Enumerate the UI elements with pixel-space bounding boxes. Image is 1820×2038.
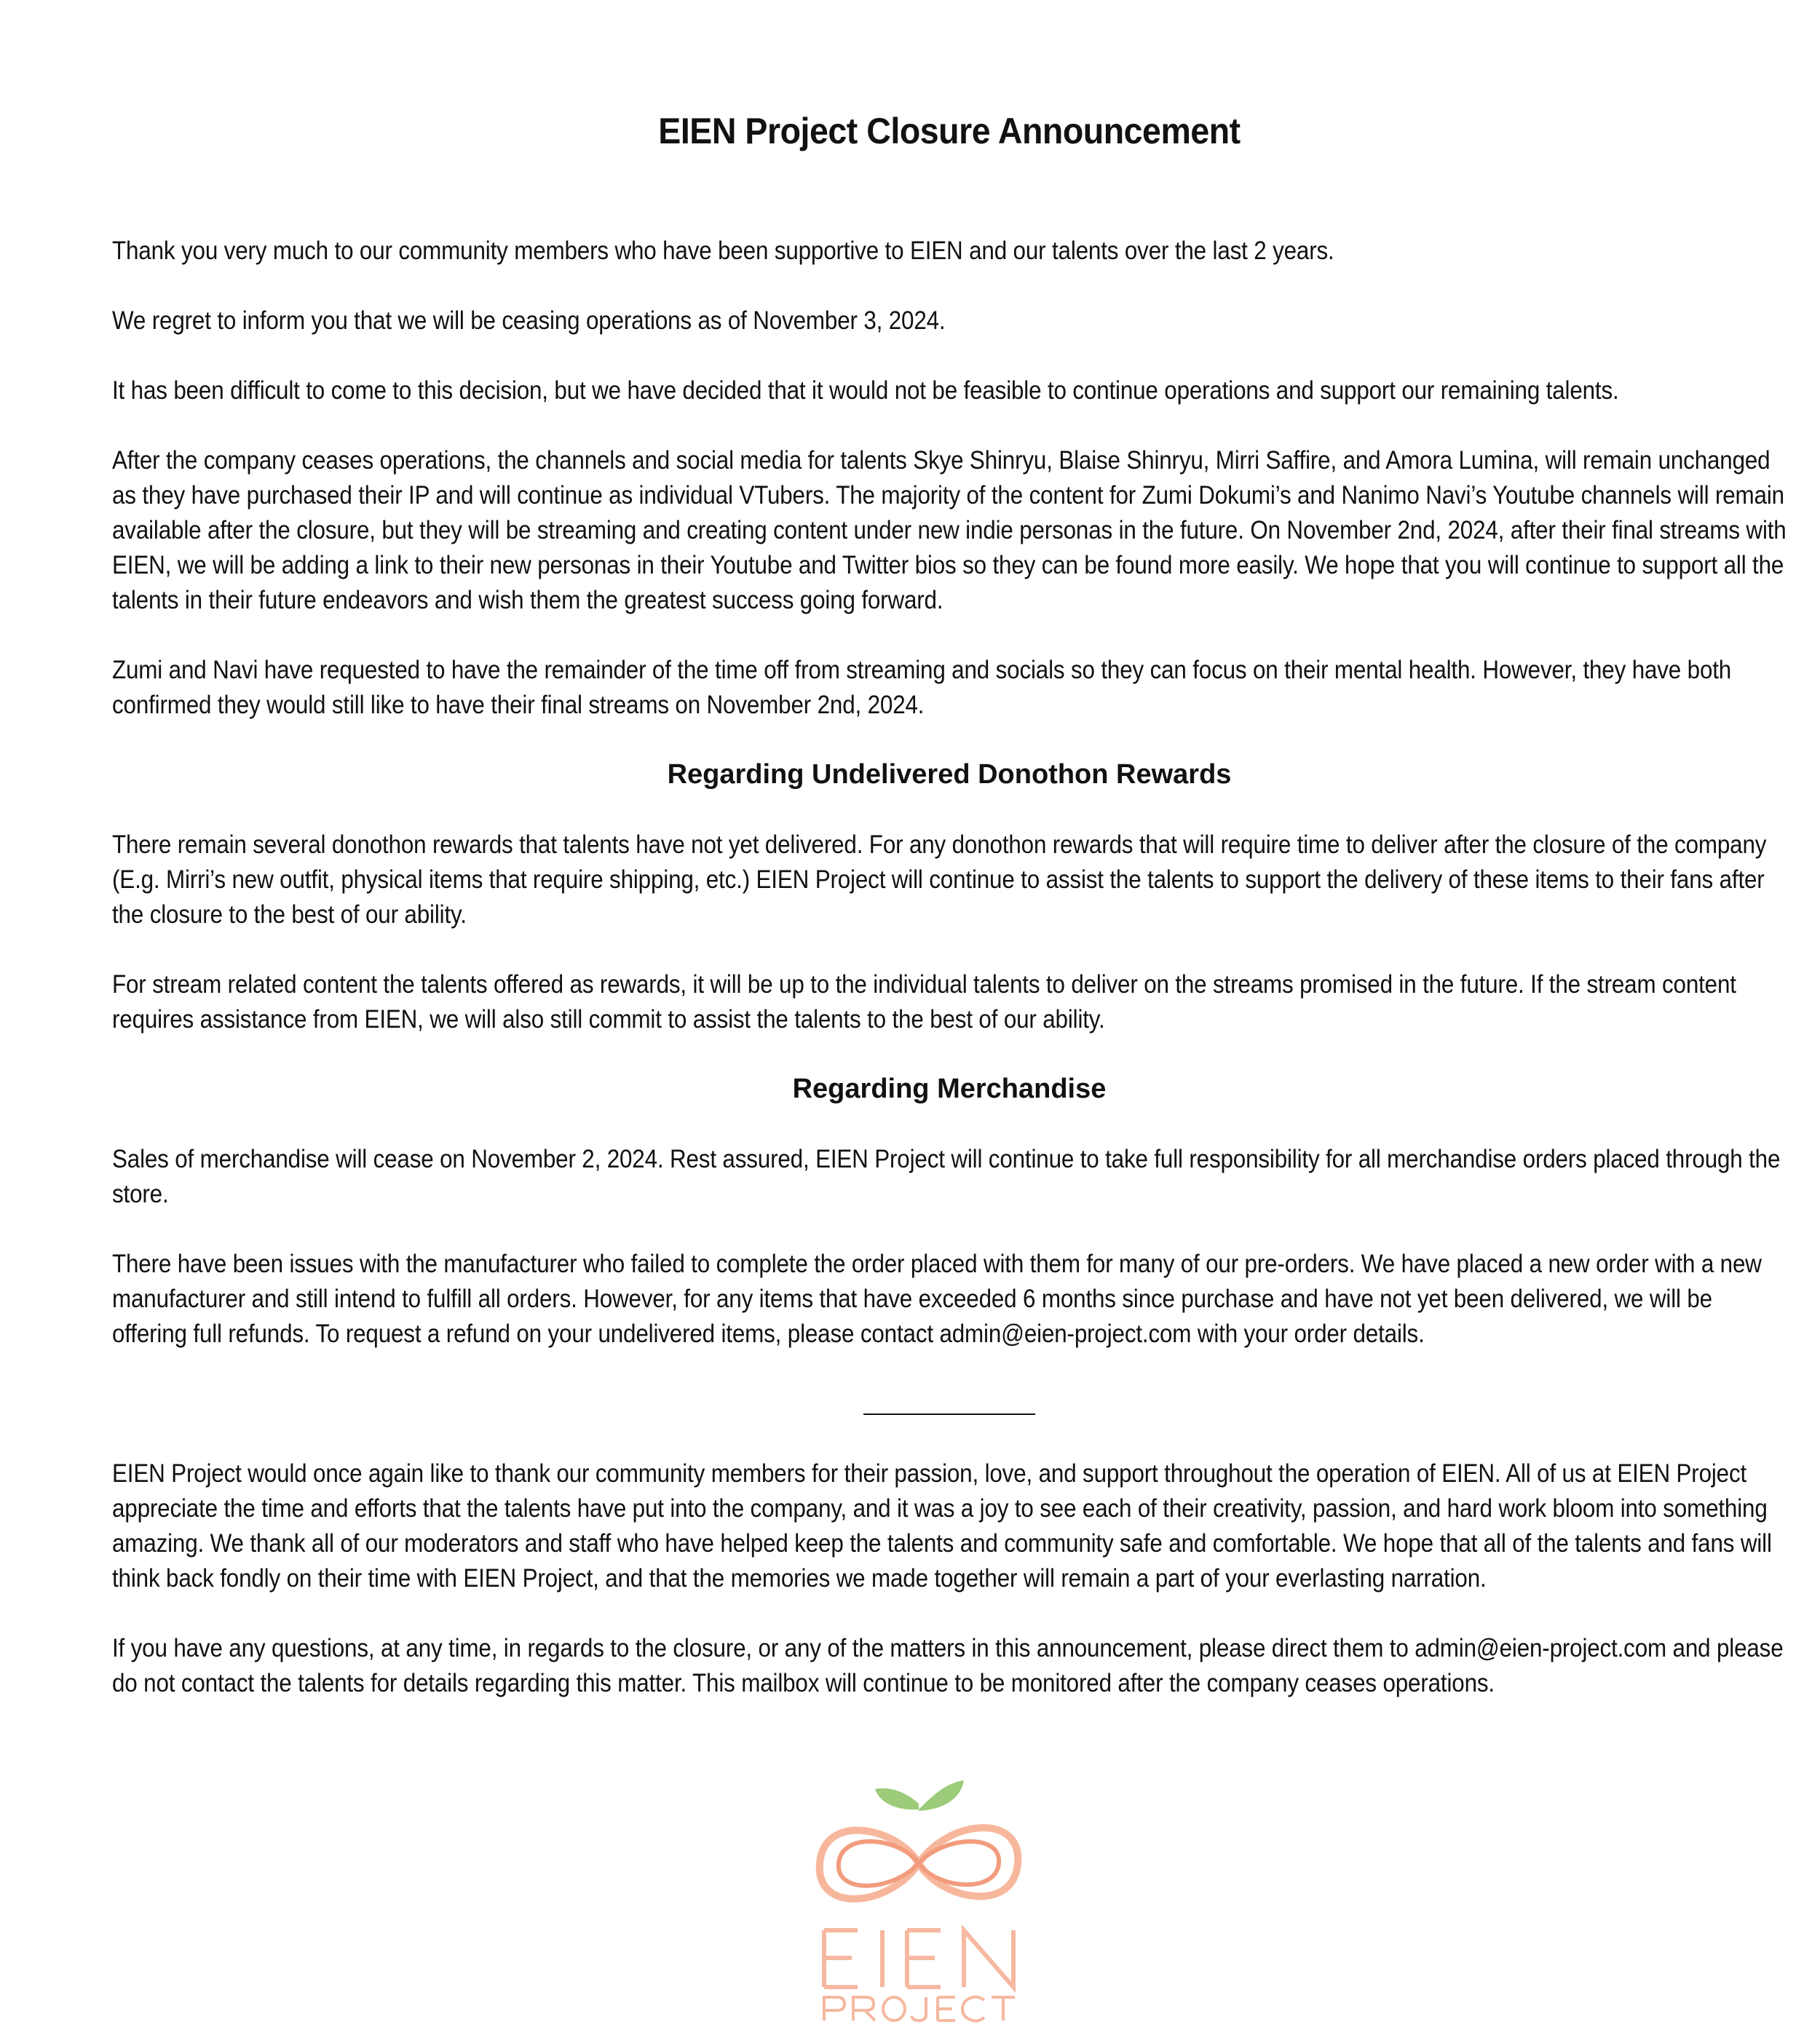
rewards-paragraph-2: For stream related content the talents offered as rewards, it will be up to the individual talents to deliver on the streams promised in the future. If the stream content requires assistance from EIEN, we will also still commit to assist the talents to the best of our ability.	[112, 970, 1736, 1034]
infinity-inner-icon	[839, 1841, 999, 1886]
closing-paragraph-1: EIEN Project would once again like to thank our community members for their passion, love, and support throughout the operation of EIEN. All of us at EIEN Project appreciate the time and efforts that the talents have put into the company, and it was a joy to see each of their creativity, passion, and hard work bloom into something amazing. We thank all of our moderators and staff who have helped keep the talents and community safe and comfortable. We hope that all of the talents and fans will think back fondly on their time with EIEN Project, and that the memories we made together will remain a part of your everlasting narration.	[112, 1459, 1772, 1593]
project-wordmark	[824, 1997, 1015, 2021]
left-leaf-icon	[875, 1788, 919, 1809]
intro-paragraph-3: It has been difficult to come to this decision, but we have decided that it would not be feasible to continue operations and support our remaining talents.	[112, 376, 1619, 405]
intro-paragraph-2: We regret to inform you that we will be ceasing operations as of November 3, 2024.	[112, 306, 946, 335]
logo-wordmark-bottom	[1028, 1776, 1029, 1777]
right-leaf-icon	[919, 1780, 964, 1811]
eien-wordmark	[824, 1930, 1013, 1987]
logo-wordmark-top	[1028, 1776, 1029, 1777]
intro-paragraph-1: Thank you very much to our community members who have been supportive to EIEN and our talents over the last 2 years.	[112, 236, 1334, 265]
intro-paragraph-5: Zumi and Navi have requested to have the remainder of the time off from streaming and socials so they can focus on their mental health. However, they have both confirmed they would still like to have their final streams on November 2nd, 2024.	[112, 655, 1732, 719]
rewards-paragraph-1: There remain several donothon rewards that talents have not yet delivered. For any donothon rewards that will require time to deliver after the closure of the company (E.g. Mirri’s new outfit, physical items that require shipping, etc.) EIEN Project will continue to assist the talents to support the delivery of these items to their fans after the closure to the best of our ability.	[112, 830, 1767, 929]
section-heading-rewards: Regarding Undelivered Donothon Rewards	[667, 759, 1232, 790]
merch-paragraph-1: Sales of merchandise will cease on November 2, 2024. Rest assured, EIEN Project will continue to take full responsibility for all merchandise orders placed through the store.	[112, 1144, 1781, 1208]
announcement-document	[112, 109, 1787, 1735]
merch-paragraph-2: There have been issues with the manufacturer who failed to complete the order placed with them for many of our pre-orders. We have placed a new order with a new manufacturer and still intend to fulfill all orders. However, for any items that have exceeded 6 months since purchase and have not yet been delivered, we will be offering full refunds. To request a refund on your undelivered items, please contact admin@eien-project.com with your order details.	[112, 1249, 1762, 1348]
section-divider	[112, 1386, 1787, 1421]
section-heading-merchandise: Regarding Merchandise	[792, 1074, 1107, 1104]
eien-infinity-sprout-logo-icon	[810, 1776, 1028, 2023]
eien-project-logo	[810, 1776, 1028, 2023]
intro-paragraph-4: After the company ceases operations, the channels and social media for talents Skye Shinryu, Blaise Shinryu, Mirri Saffire, and Amora Lumina, will remain unchanged as they have purchased their IP and will continue as individual VTubers. The majority of the content for Zumi Dokumi’s and Nanimo Navi’s Youtube channels will remain available after the closure, but they will be streaming and creating content under new indie personas in the future. On November 2nd, 2024, after their final streams with EIEN, we will be adding a link to their new personas in their Youtube and Twitter bios so they can be found more easily. We hope that you will continue to support all the talents in their future endeavors and wish them the greatest success going forward.	[112, 445, 1787, 614]
closing-paragraph-2: If you have any questions, at any time, in regards to the closure, or any of the matters in this announcement, please direct them to admin@eien-project.com and please do not contact the talents for details regarding this matter. This mailbox will continue to be monitored after the company ceases operations.	[112, 1633, 1784, 1697]
page-title: EIEN Project Closure Announcement	[658, 111, 1241, 151]
